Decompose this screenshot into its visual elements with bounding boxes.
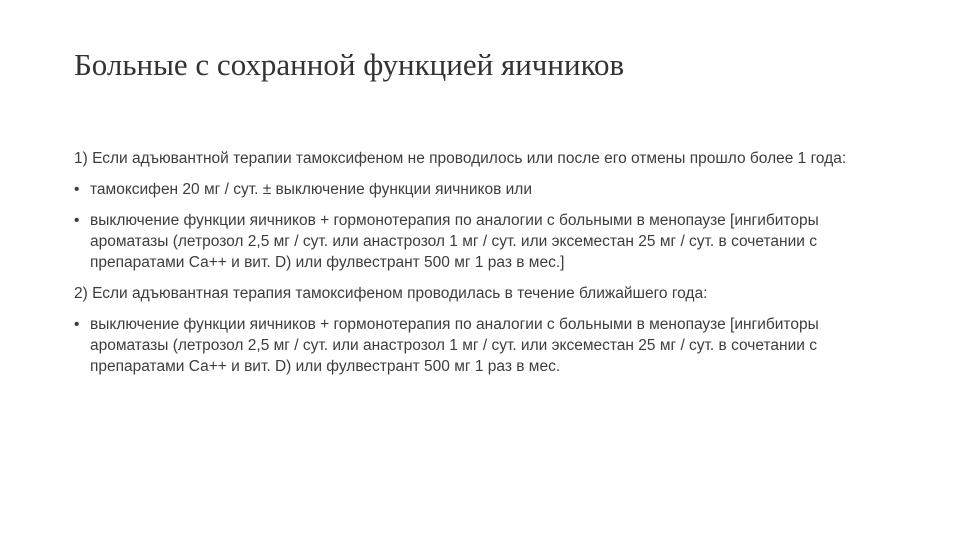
bullet-text: выключение функции яичников + гормонотерапия по аналогии с больными в менопаузе [ингибиторы ароматазы (летрозол 2,5 мг / сут. или анастрозол 1 мг / сут. или эксеместан 25 мг / сут. в сочетании с препаратами Са++ и вит. D) или фулвестрант 500 мг 1 раз в мес.] (90, 212, 819, 271)
section-1-bullet-1 (74, 179, 894, 200)
slide-title: Больные с сохранной функцией яичников (74, 47, 625, 82)
bullet-icon: • (74, 316, 80, 333)
bullet-text: тамоксифен 20 мг / сут. ± выключение функции яичников или (90, 181, 532, 198)
bullet-text: выключение функции яичников + гормонотерапия по аналогии с больными в менопаузе [ингибиторы ароматазы (летрозол 2,5 мг / сут. или анастрозол 1 мг / сут. или эксеместан 25 мг / сут. в сочетании с препаратами Са++ и вит. D) или фулвестрант 500 мг 1 раз в мес. (90, 316, 819, 375)
section-1-heading: 1) Если адъювантной терапии тамоксифеном не проводилось или после его отмены прошло более 1 года: (74, 150, 847, 167)
bullet-icon: • (74, 181, 80, 198)
section-1-bullet-2 (74, 210, 894, 273)
bullet-icon: • (74, 212, 80, 229)
section-2-heading: 2) Если адъювантная терапия тамоксифеном проводилась в течение ближайшего года: (74, 285, 708, 302)
section-2-bullet-1 (74, 314, 894, 377)
slide-body (74, 148, 894, 387)
